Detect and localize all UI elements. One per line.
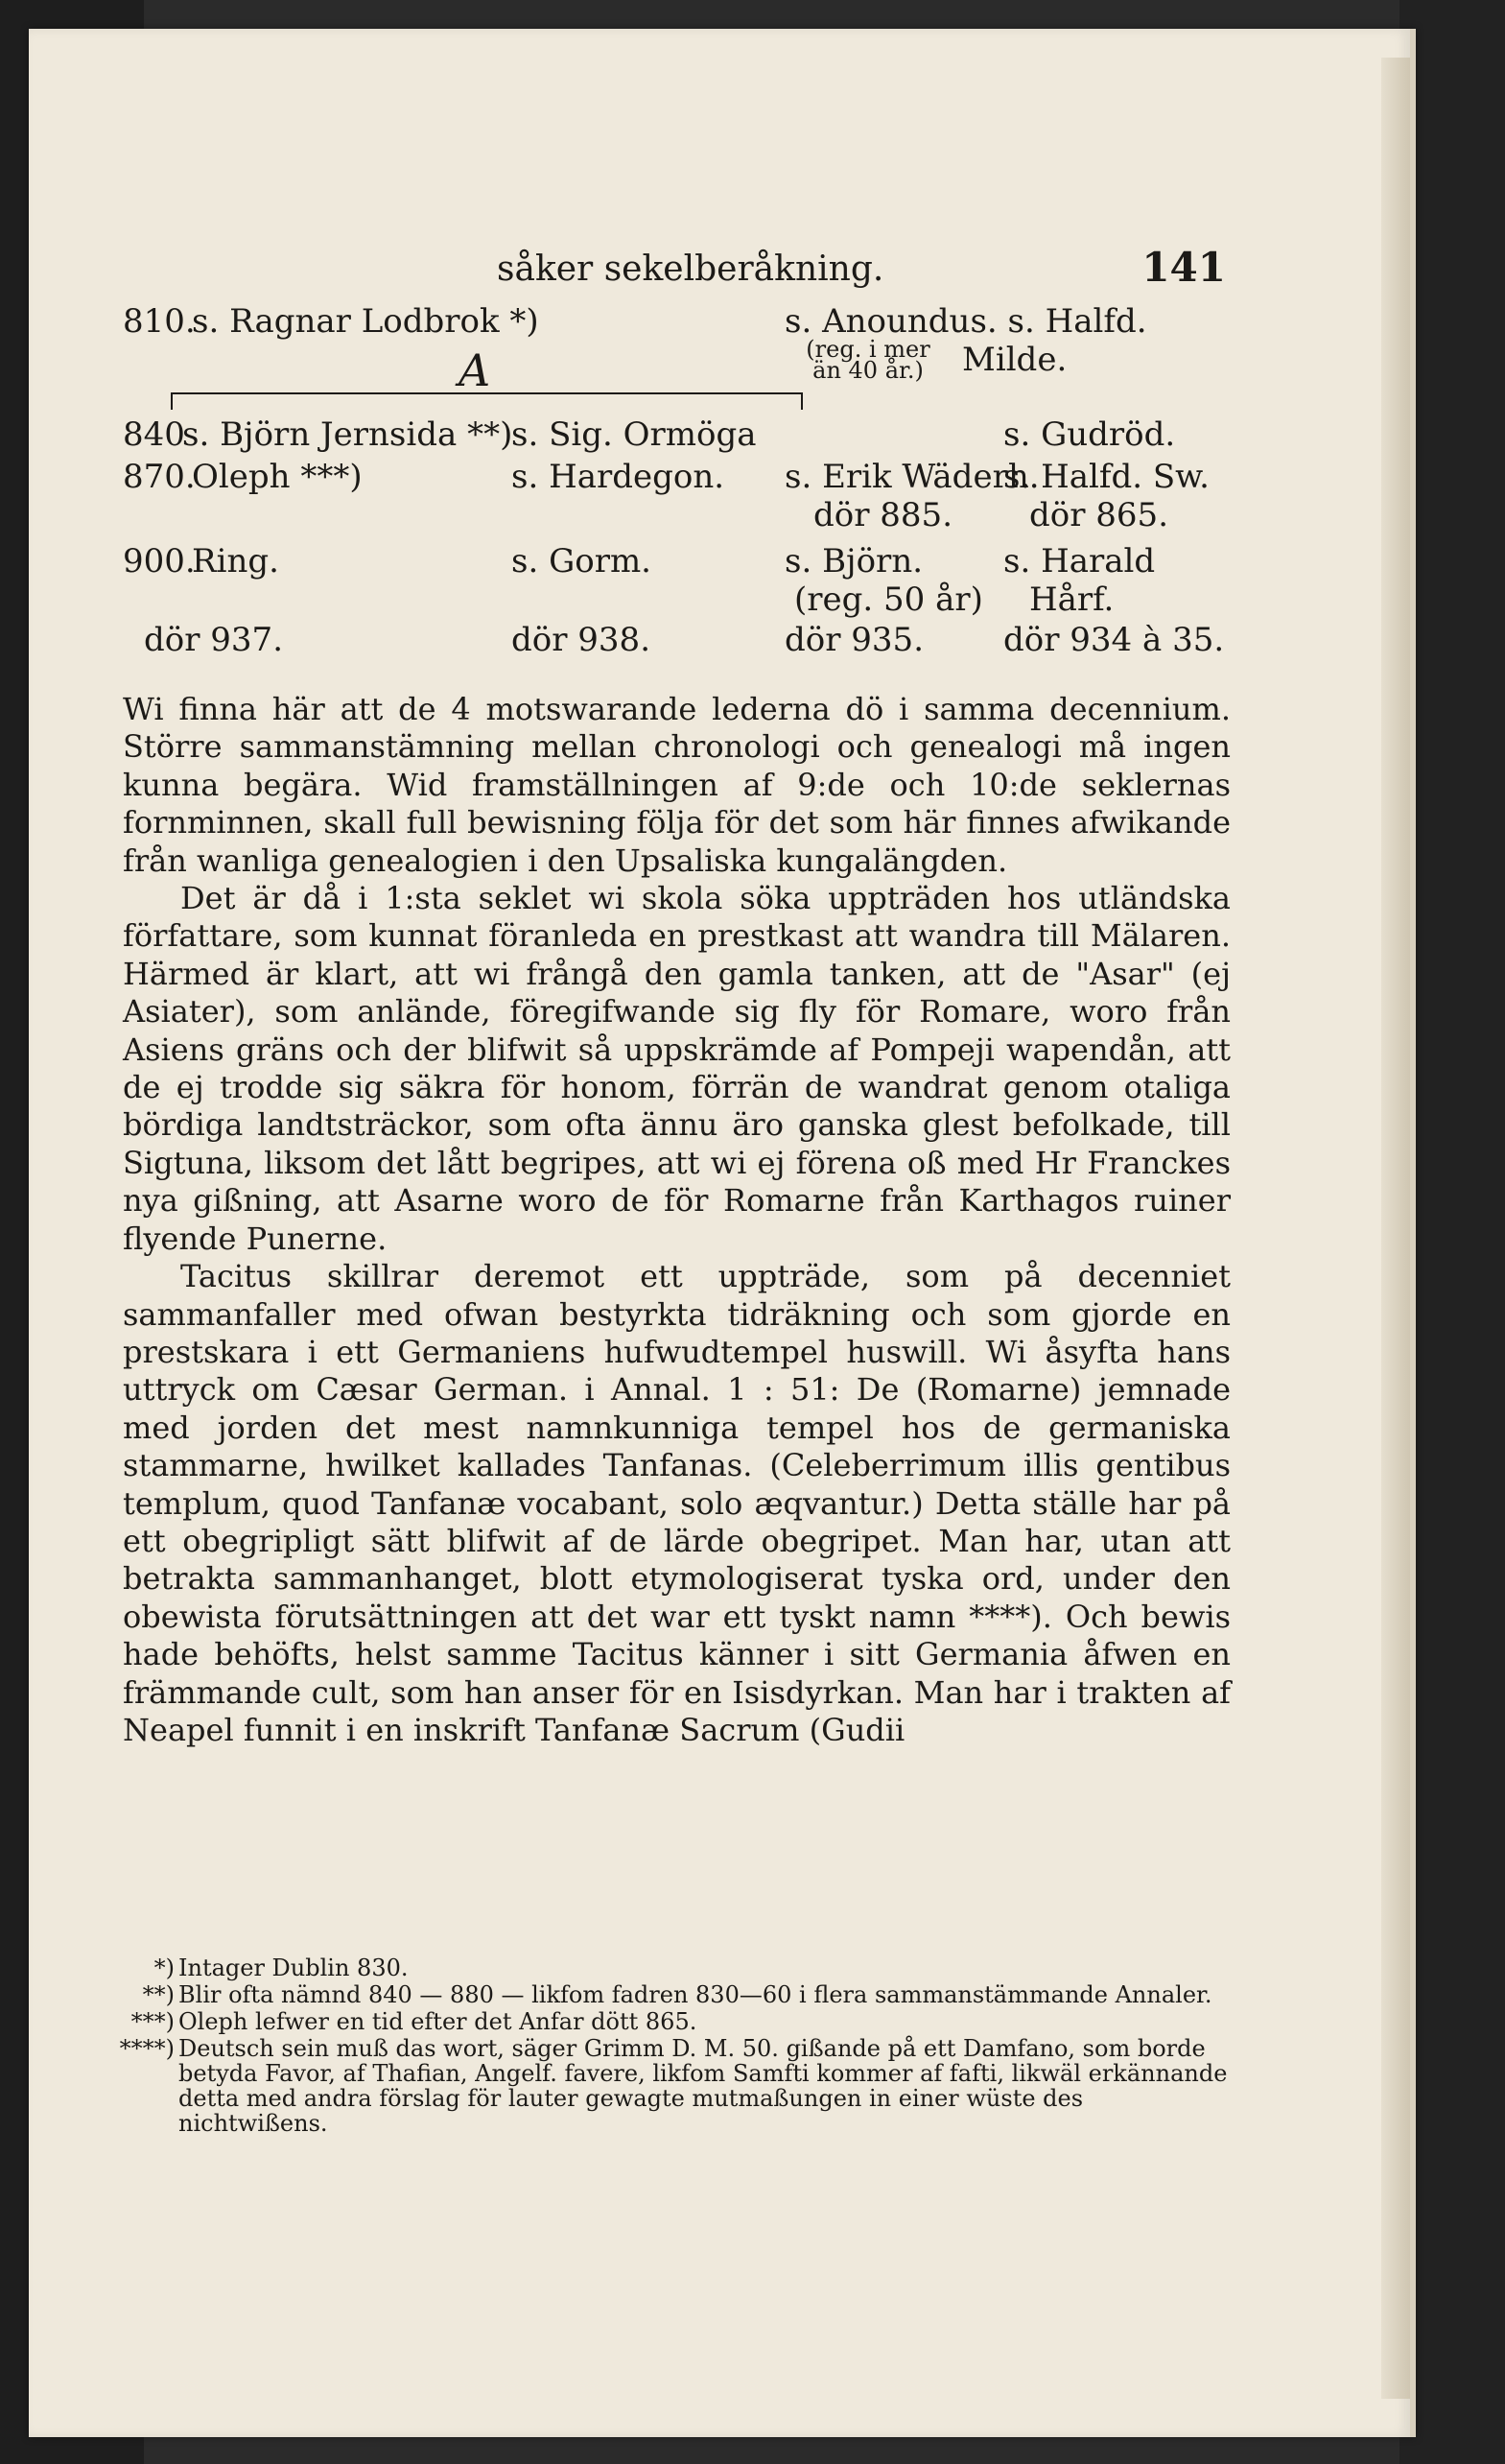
page-edge — [1381, 58, 1410, 2399]
year-870: 870. — [123, 458, 196, 496]
reign-note-40: (reg. i mer än 40 år.) — [806, 336, 930, 384]
bjorn-death: dör 935. — [785, 621, 924, 659]
paragraph-1: Wi finna här att de 4 motswarande lederna dö i samma decennium. Större sammanstämning mellan chronologi och genealogi må ingen kunna begära. Wid framställningen af 9:de och 10:de seklernas fornminnen, skall full bewisning följa för det som här finnes afwikande från wanliga genealogien i den Upsaliska kungalängden. — [123, 691, 1231, 879]
footnote-4 — [119, 2035, 1231, 2137]
harfagre: Hårf. — [1029, 580, 1115, 619]
ring: Ring. — [192, 542, 279, 580]
bjorn-jernsida: s. Björn Jernsida **) — [182, 415, 513, 454]
body-text — [123, 691, 1231, 1749]
bracket-mark: A — [459, 344, 491, 396]
footnote-1-mark: *) — [153, 1955, 175, 1981]
erik-waderh: s. Erik Wäderh. — [785, 458, 1040, 496]
bjorn: s. Björn. — [785, 542, 924, 580]
milde: Milde. — [962, 341, 1068, 379]
oleph: Oleph ***) — [192, 458, 363, 496]
ragnar-lodbrok: s. Ragnar Lodbrok *) — [192, 302, 539, 341]
footnote-3-mark: ***) — [130, 2008, 175, 2035]
footnote-4-mark: ****) — [119, 2035, 175, 2062]
sig-ormoga: s. Sig. Ormöga — [511, 415, 757, 454]
footnotes — [119, 1955, 1231, 2138]
running-head — [123, 238, 1231, 296]
hardegon: s. Hardegon. — [511, 458, 725, 496]
harald: s. Harald — [1003, 542, 1156, 580]
footnote-3-text: Oleph lefwer en tid efter det Anfar dött 865. — [178, 2008, 697, 2035]
gorm-death: dör 938. — [511, 621, 650, 659]
erik-death: dör 885. — [813, 496, 952, 534]
footnote-4-text: Deutsch sein muß das wort, säger Grimm D. M. 50. gißande på ett Damfano, som borde betyda Favor, af Thafian, Angelf. favere, likfom Samfti kommer af fafti, likwäl erkännande detta med andra förslag för lauter gewagte mutmaßungen in einer wüste des nichtwißens. — [178, 2035, 1228, 2137]
gudrod: s. Gudröd. — [1003, 415, 1176, 454]
footnote-3 — [123, 2009, 1231, 2034]
footnote-1-text: Intager Dublin 830. — [178, 1955, 409, 1981]
page-number: 141 — [1141, 244, 1226, 291]
year-840: 840 — [123, 415, 185, 454]
footnote-2-text: Blir ofta nämnd 840 — 880 — likfom fadren 830—60 i flera sammanstämmande Annaler. — [178, 1981, 1212, 2008]
paragraph-3: Tacitus skillrar deremot ett uppträde, som på decenniet sammanfaller med ofwan bestyrkta tidräkning och som gjorde en prestskara i ett Germaniens hufwudtempel huswill. Wi åsyfta hans uttryck om Cæsar German. i Annal. 1 : 51: De (Romarne) jemnade med jorden det mest namnkunniga tempel hos de germaniska stammarne, hwilket kallades Tanfanas. (Celeberrimum illis gentibus templum, quod Tanfanæ vocabant, solo æqvantur.) Detta ställe har på ett obegripligt sätt blifwit af de lärde obegripet. Man har, utan att betrakta sammanhanget, blott etymologiserat tyska ord, under den obewista förutsättningen att det war ett tyskt namn ****). Och bewis hade behöfts, helst samme Tacitus känner i sitt Germania åfwen en främmande cult, som han anser för en Isisdyrkan. Man har i trakten af Neapel funnit i en inskrift Tanfanæ Sacrum (Gudii — [123, 1258, 1231, 1748]
year-900: 900. — [123, 542, 196, 580]
footnote-2 — [123, 1982, 1231, 2007]
paragraph-2: Det är då i 1:sta seklet wi skola söka uppträden hos utländska författare, som kunnat föranleda en prestkast att wandra till Mälaren. Härmed är klart, att wi frångå den gamla tanken, att de "Asar" (ej Asiater), som anlände, föregifwande sig fly för Romare, woro från Asiens gräns och der blifwit så uppskrämde af Pompeji wapendån, att de ej trodde sig säkra för honom, förrän de wandrat genom otaliga bördiga landtsträckor, som ofta ännu äro ganska glest befolkade, till Sigtuna, liksom det lått begripes, att wi ej förena oß med Hr Franckes nya gißning, att Asarne woro de för Romarne från Karthagos ruiner flyende Punerne. — [123, 880, 1231, 1257]
gorm: s. Gorm. — [511, 542, 651, 580]
halfd-death: dör 865. — [1029, 496, 1168, 534]
running-title: såker sekelberåkning. — [497, 249, 884, 289]
halfd-sw: s. Halfd. Sw. — [1003, 458, 1210, 496]
footnote-1 — [123, 1955, 1231, 1980]
reign-note-50: (reg. 50 år) — [794, 580, 983, 619]
genealogy-table — [123, 302, 1231, 686]
year-810: 810. — [123, 302, 196, 341]
harald-death: dör 934 à 35. — [1003, 621, 1225, 659]
anoundus-halfd: s. Anoundus. s. Halfd. — [785, 302, 1147, 341]
ring-death: dör 937. — [144, 621, 283, 659]
footnote-2-mark: **) — [142, 1981, 175, 2008]
book-page — [29, 29, 1416, 2437]
